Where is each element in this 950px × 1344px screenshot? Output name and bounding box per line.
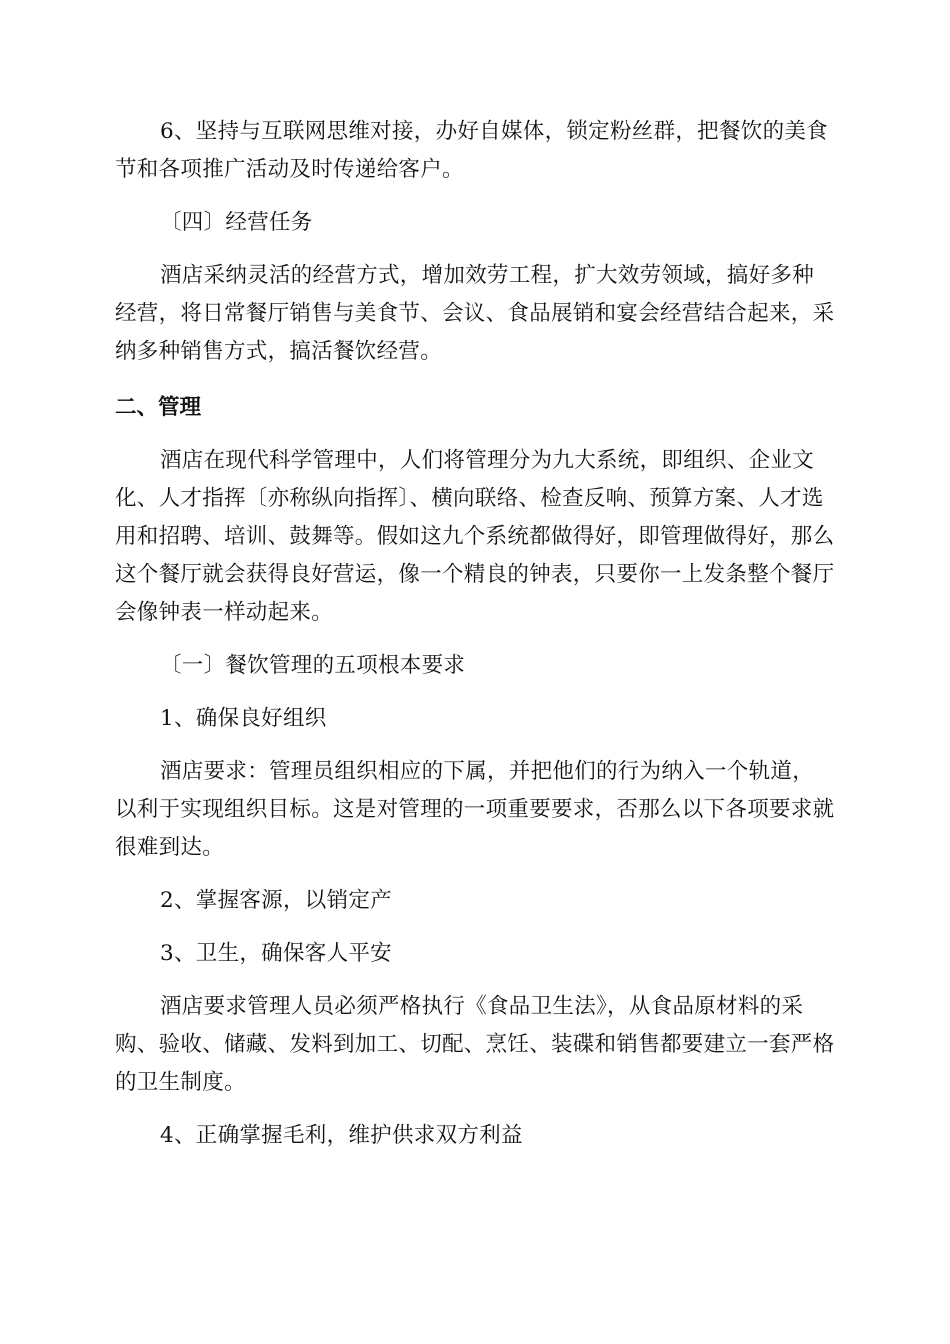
- list-item-3: 3、卫生，确保客人平安: [160, 941, 392, 966]
- paragraph-hygiene: 酒店要求管理人员必须严格执行《食品卫生法》，从食品原材料的采购、验收、储藏、发料到加工、切配、烹饪、装碟和销售都要建立一套严格的卫生制度。: [115, 994, 835, 1095]
- paragraph-management-systems: 酒店在现代科学管理中，人们将管理分为九大系统，即组织、企业文化、人才指挥〔亦称纵向指挥〕、横向联络、检查反响、预算方案、人才选用和招聘、培训、鼓舞等。假如这九个系统都做得好，即管理做得好，那么这个餐厅就会获得良好营运，像一个精良的钟表，只要你一上发条整个餐厅会像钟表一样动起来。: [115, 448, 835, 625]
- list-item-1: 1、确保良好组织: [160, 706, 327, 731]
- paragraph-business-tasks: 酒店采纳灵活的经营方式，增加效劳工程，扩大效劳领域，搞好多种经营，将日常餐厅销售与美食节、会议、食品展销和宴会经营结合起来，采纳多种销售方式，搞活餐饮经营。: [115, 263, 835, 364]
- subheading-business-tasks: 〔四〕经营任务: [160, 210, 313, 235]
- list-item-4: 4、正确掌握毛利，维护供求双方利益: [160, 1123, 523, 1148]
- paragraph-organization: 酒店要求：管理员组织相应的下属，并把他们的行为纳入一个轨道，以利于实现组织目标。这是对管理的一项重要要求，否那么以下各项要求就很难到达。: [115, 759, 835, 860]
- section-heading-management: 二、管理: [115, 395, 202, 420]
- paragraph-item-6: 6、坚持与互联网思维对接，办好自媒体，锁定粉丝群，把餐饮的美食节和各项推广活动及时传递给客户。: [115, 119, 828, 182]
- list-item-2: 2、掌握客源，以销定产: [160, 888, 392, 913]
- document-body: [115, 113, 835, 1155]
- subheading-five-requirements: 〔一〕餐饮管理的五项根本要求: [160, 653, 466, 678]
